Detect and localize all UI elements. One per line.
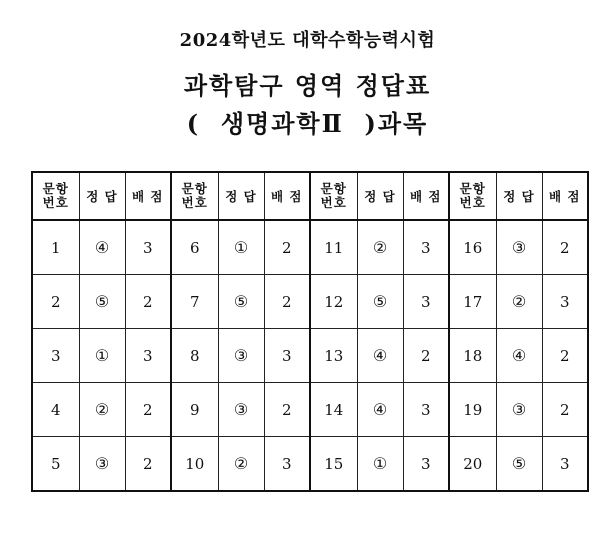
score-cell: 3 [403,437,449,492]
question-number-cell: 17 [449,275,496,329]
question-number-cell: 20 [449,437,496,492]
question-number-cell: 19 [449,383,496,437]
answer-cell: ① [218,220,264,275]
question-number-cell: 15 [310,437,357,492]
subject-open-paren: ( [186,109,201,138]
question-number-cell: 5 [32,437,79,492]
question-number-cell: 16 [449,220,496,275]
answer-cell: ① [79,329,125,383]
score-header: 배 점 [542,172,588,220]
question-number-cell: 7 [171,275,218,329]
answer-cell: ⑤ [218,275,264,329]
score-cell: 3 [542,437,588,492]
score-cell: 3 [403,275,449,329]
page-title: 과학탐구 영역 정답표 [183,71,432,100]
subject-title [0,104,615,139]
score-cell: 2 [264,383,310,437]
header-row [32,172,588,220]
table-row [32,329,588,383]
answer-header: 정 답 [79,172,125,220]
answer-cell: ② [79,383,125,437]
answer-cell: ③ [496,383,542,437]
table-row [32,275,588,329]
score-cell: 3 [125,220,171,275]
score-cell: 3 [264,329,310,383]
answer-cell: ④ [357,329,403,383]
answer-cell: ④ [79,220,125,275]
answer-cell: ⑤ [79,275,125,329]
answer-cell: ③ [79,437,125,492]
answer-cell: ④ [496,329,542,383]
score-header: 배 점 [264,172,310,220]
answer-header: 정 답 [218,172,264,220]
score-cell: 2 [264,275,310,329]
question-number-cell: 14 [310,383,357,437]
answer-table-body [32,220,588,491]
subject-close: )과목 [364,109,429,138]
answer-cell: ③ [218,383,264,437]
answer-header: 정 답 [496,172,542,220]
subject-name: 생명과학Ⅱ [220,109,344,138]
score-cell: 2 [403,329,449,383]
answer-cell: ④ [357,383,403,437]
score-cell: 2 [125,275,171,329]
score-cell: 3 [403,383,449,437]
question-number-cell: 3 [32,329,79,383]
exam-title: 2024학년도 대학수학능력시험 [179,30,436,51]
question-number-cell: 2 [32,275,79,329]
answer-cell: ② [218,437,264,492]
question-number-header: 문항 번호 [449,172,496,220]
answer-table [31,171,589,492]
answer-cell: ① [357,437,403,492]
score-cell: 2 [264,220,310,275]
question-number-header: 문항 번호 [32,172,79,220]
score-cell: 3 [542,275,588,329]
answer-cell: ② [496,275,542,329]
answer-cell: ⑤ [496,437,542,492]
table-row [32,437,588,492]
question-number-cell: 8 [171,329,218,383]
question-number-cell: 13 [310,329,357,383]
score-cell: 2 [542,220,588,275]
score-cell: 2 [542,383,588,437]
question-number-header: 문항 번호 [310,172,357,220]
answer-cell: ③ [218,329,264,383]
question-number-cell: 10 [171,437,218,492]
answer-cell: ⑤ [357,275,403,329]
score-cell: 3 [403,220,449,275]
answer-cell: ② [357,220,403,275]
answer-cell: ③ [496,220,542,275]
question-number-cell: 9 [171,383,218,437]
answer-header: 정 답 [357,172,403,220]
question-number-cell: 1 [32,220,79,275]
question-number-cell: 6 [171,220,218,275]
question-number-cell: 11 [310,220,357,275]
table-row [32,383,588,437]
score-cell: 2 [125,437,171,492]
table-row [32,220,588,275]
score-cell: 2 [125,383,171,437]
question-number-cell: 12 [310,275,357,329]
score-header: 배 점 [403,172,449,220]
score-cell: 2 [542,329,588,383]
score-header: 배 점 [125,172,171,220]
question-number-header: 문항 번호 [171,172,218,220]
score-cell: 3 [264,437,310,492]
score-cell: 3 [125,329,171,383]
question-number-cell: 18 [449,329,496,383]
question-number-cell: 4 [32,383,79,437]
